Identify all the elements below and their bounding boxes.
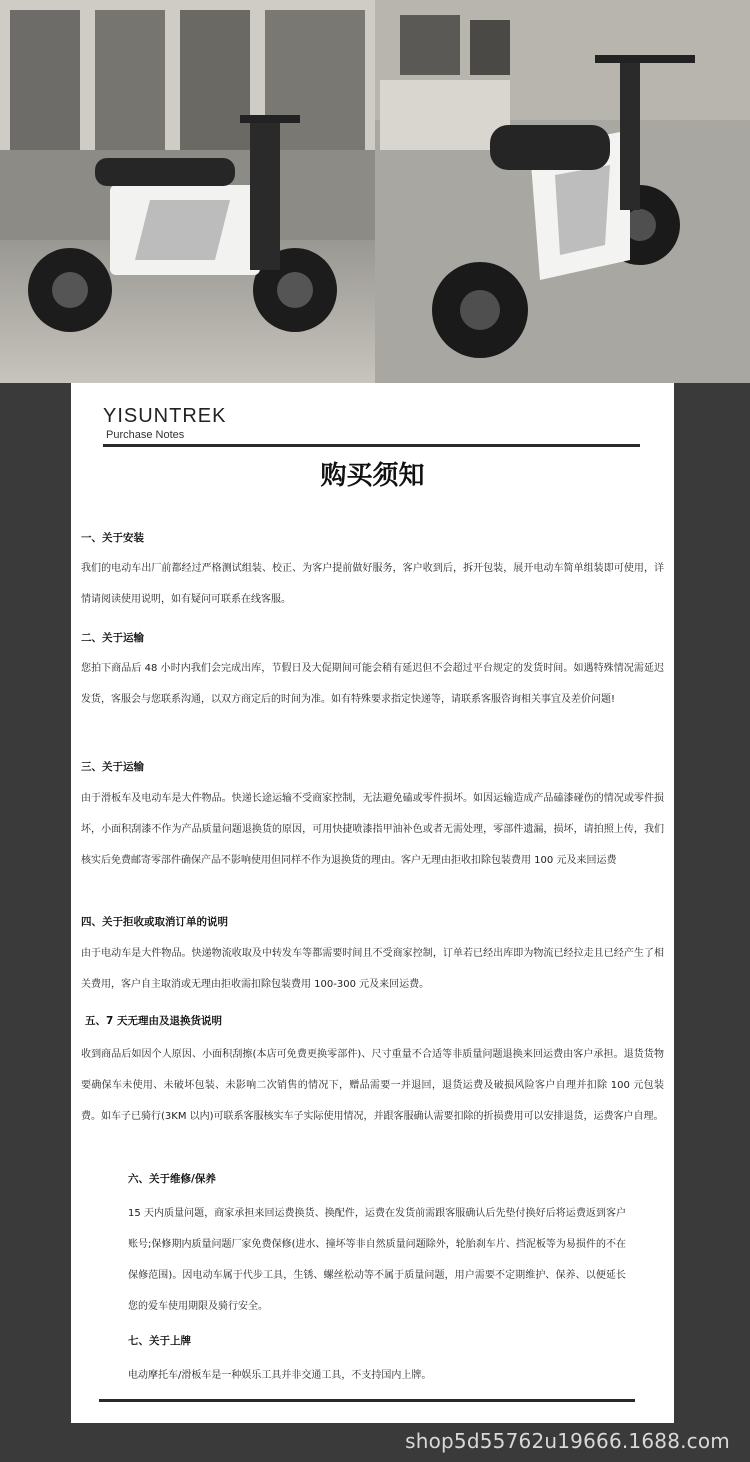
section-body: 由于滑板车及电动车是大件物品。快递长途运输不受商家控制，无法避免磕或零件损坏。如因运输造成产品磕漆碰伤的情况或零件损坏，小面积刮漆不作为产品质量问题退换货的原因，可用快捷喷漆指甲油补色或者无需处理，零部件遗漏，损坏，请拍照上传，我们核实后免费邮寄零部件确保产品不影响使用但同样不作为退换货的理由。客户无理由拒收扣除包装费用 100 元及来回运费 [81,793,664,866]
top-divider [103,444,640,447]
shop-watermark: shop5d55762u19666.1688.com [405,1429,730,1453]
bottom-divider [99,1399,635,1402]
section-heading: 六、关于维修/保养 [128,1173,216,1185]
section-body: 电动摩托车/滑板车是一种娱乐工具并非交通工具，不支持国内上牌。 [128,1370,432,1381]
section-heading: 三、关于运输 [81,761,144,773]
section-body: 15 天内质量问题，商家承担来回运费换货、换配件，运费在发货前需跟客服确认后先垫付换好后将运费返到客户账号;保修期内质量问题厂家免费保修(进水、撞坏等非自然质量问题除外，轮胎刹车片、挡泥板等为易损件的不在保修范围)。因电动车属于代步工具，生锈、螺丝松动等不属于质量问题，用户需要不定期维护、保养、以便延长您的爱车使用期限及骑行安全。 [128,1208,626,1312]
page-title: 购买须知 [320,461,425,491]
section-body: 收到商品后如因个人原因、小面积刮擦(本店可免费更换零部件)、尺寸重量不合适等非质量问题退换来回运费由客户承担。退货货物要确保车未使用、未破坏包装、未影响二次销售的情况下，赠品需要一并退回，退货运费及破损风险客户自理并扣除 100 元包装费。如车子已骑行(3KM 以内)可联系客服核实车子实际使用情况，并跟客服确认需要扣除的折损费用可以安排退货，运费客户自理。 [81,1049,664,1122]
section-body: 我们的电动车出厂前都经过严格测试组装、校正、为客户提前做好服务，客户收到后，拆开包装，展开电动车简单组装即可使用，详情请阅读使用说明，如有疑问可联系在线客服。 [81,563,664,605]
purchase-notes-card [71,383,674,1423]
hero-photo [0,0,750,383]
section-heading: 一、关于安装 [81,532,144,544]
section-body: 您拍下商品后 48 小时内我们会完成出库，节假日及大促期间可能会稍有延迟但不会超过平台规定的发货时间。如遇特殊情况需延迟发货，客服会与您联系沟通，以双方商定后的时间为准。如有特殊要求指定快递等，请联系客服咨询相关事宜及差价问题! [81,663,664,705]
brand-logo-text: YISUNTREK [103,405,227,427]
section-heading: 二、关于运输 [81,632,144,644]
brand-subtitle: Purchase Notes [106,429,185,441]
product-photo [0,0,750,383]
section-heading: 七、关于上牌 [128,1335,191,1347]
section-heading: 四、关于拒收或取消订单的说明 [81,916,228,928]
section-body: 由于电动车是大件物品。快递物流收取及中转发车等都需要时间且不受商家控制，订单若已经出库即为物流已经拉走且已经产生了相关费用，客户自主取消或无理由拒收需扣除包装费用 100-300 元及来回运费。 [81,948,664,990]
section-heading: 五、7 天无理由及退换货说明 [85,1015,222,1027]
